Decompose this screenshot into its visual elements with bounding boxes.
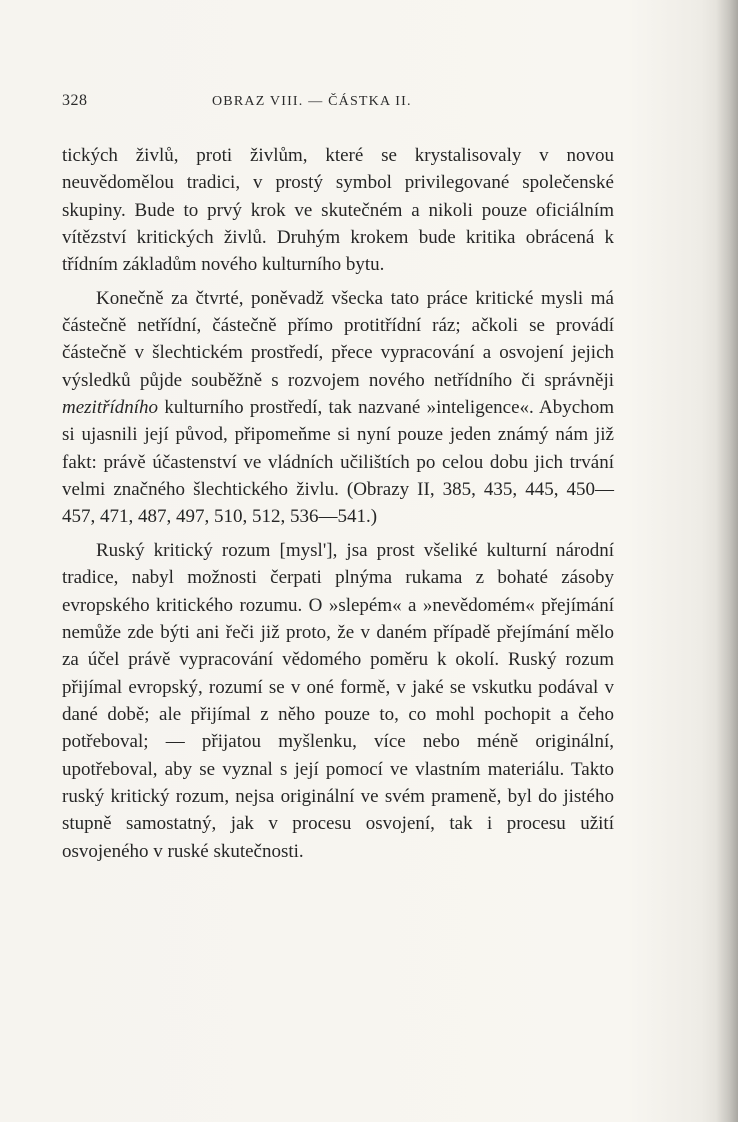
page-number: 328 (62, 92, 88, 109)
body-text (62, 142, 614, 865)
paragraph-2-end: kulturního prostředí, tak nazvané »inteligence«. Abychom si ujasnili její původ, připomeňme si nyní pouze jeden známý nám již fakt: právě účastenství ve vládních učilištích po celou dobu jich trvání velmi značného šlechtického živlu. (Obrazy II, 385, 435, 445, 450—457, 471, 487, 497, 510, 512, 536—541.) (62, 397, 614, 528)
running-head: OBRAZ VIII. — ČÁSTKA II. (212, 94, 412, 109)
italic-term: mezitřídního (62, 397, 159, 419)
paragraph-3: Ruský kritický rozum [mysl'], jsa prost všeliké kulturní národní tradice, nabyl možnosti čerpati plnýma rukama z bohaté zásoby evropského kritického rozumu. O »slepém« a »nevědomém« přejímání nemůže zde býti ani řeči již proto, že v daném případě přejímání mělo za účel právě vypracování vědomého poměru k okolí. Ruský rozum přijímal evropský, rozumí se v oné formě, v jaké se vskutku podával v dané době; ale přijímal z něho pouze to, co mohl pochopit a čeho potřeboval; — přijatou myšlenku, více nebo méně originální, upotřeboval, aby se vyznal s její pomocí ve vlastním materiálu. Takto ruský kritický rozum, nejsa originální ve svém prameně, byl do jistého stupně samostatný, jak v procesu osvojení, tak i procesu užití osvojeného v ruské skutečnosti. (62, 539, 614, 862)
paragraph-2 (62, 285, 614, 531)
paragraph-1: tických živlů, proti živlům, které se krystalisovaly v novou neuvědomělou tradici, v prostý symbol privilegované společenské skupiny. Bude to prvý krok ve skutečném a nikoli pouze oficiálním vítězství kritických živlů. Druhým krokem bude kritika obrácená k třídním základům nového kulturního bytu. (62, 145, 614, 276)
paragraph-2-start: Konečně za čtvrté, poněvadž všecka tato práce kritické mysli má částečně netřídní, částečně přímo protitřídní ráz; ačkoli se provádí částečně v šlechtickém prostředí, přece vypracování a osvojení jejich výsledků půjde souběžně s rozvojem nového netřídního či správněji (62, 287, 614, 391)
page-header (62, 92, 662, 114)
gutter-shadow (716, 0, 738, 1122)
